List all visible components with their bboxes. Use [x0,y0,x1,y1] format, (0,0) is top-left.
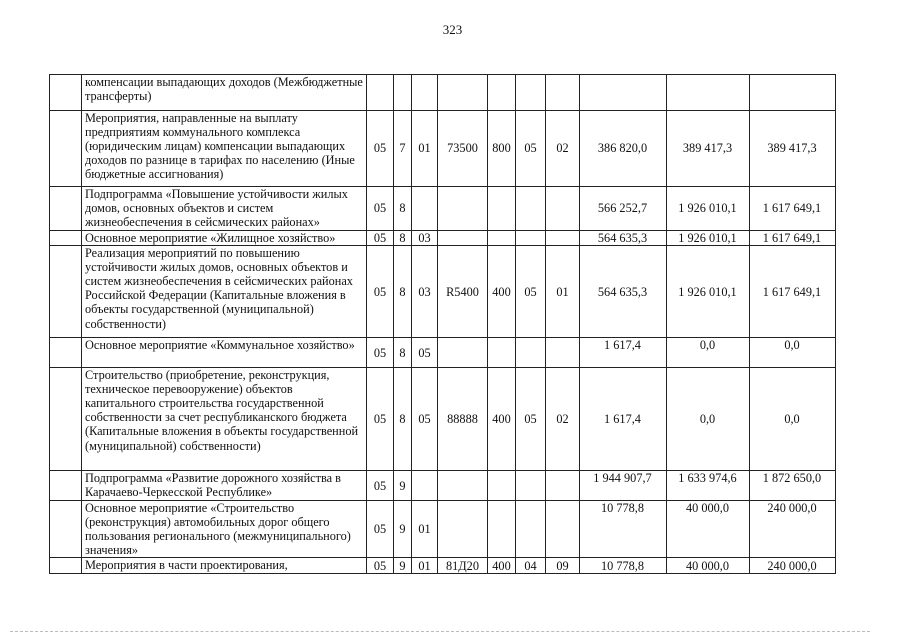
amount-v1: 1 617,4 [580,368,667,471]
code-c5 [488,231,516,246]
amount-v3: 389 417,3 [750,111,836,187]
code-c4 [438,75,488,111]
code-c1: 05 [367,471,394,501]
code-c1: 05 [367,501,394,558]
table-row [50,246,836,338]
row-name: Мероприятия в части проектирования, [82,558,367,574]
code-c4 [438,471,488,501]
row-name: Основное мероприятие «Коммунальное хозяйство» [82,338,367,368]
amount-v1: 564 635,3 [580,246,667,338]
amount-v2: 389 417,3 [667,111,750,187]
amount-v2: 1 926 010,1 [667,246,750,338]
code-c1: 05 [367,368,394,471]
code-c1: 05 [367,231,394,246]
amount-v1: 1 617,4 [580,338,667,368]
code-c5 [488,338,516,368]
code-c6: 05 [516,111,546,187]
code-c7: 02 [546,111,580,187]
code-c3 [412,75,438,111]
amount-v2: 40 000,0 [667,501,750,558]
table-row [50,471,836,501]
code-c5: 800 [488,111,516,187]
code-c3: 03 [412,231,438,246]
row-index-cell [50,471,82,501]
code-c7 [546,231,580,246]
row-index-cell [50,111,82,187]
page-number: 323 [442,22,463,37]
amount-v1: 386 820,0 [580,111,667,187]
row-name: компенсации выпадающих доходов (Межбюджетные трансферты) [82,75,367,111]
code-c3: 01 [412,111,438,187]
code-c3: 05 [412,368,438,471]
code-c6 [516,501,546,558]
code-c3: 05 [412,338,438,368]
code-c5: 400 [488,558,516,574]
row-index-cell [50,501,82,558]
row-index-cell [50,246,82,338]
amount-v1 [580,75,667,111]
code-c5 [488,501,516,558]
row-name: Реализация мероприятий по повышению устойчивости жилых домов, основных объектов и систем жизнеобеспечения в сейсмических районах Российской Федерации (Капитальные вложения в объекты государственной (муниципальной) собственности) [82,246,367,338]
code-c6 [516,231,546,246]
amount-v3: 240 000,0 [750,558,836,574]
table-row [50,338,836,368]
amount-v1: 10 778,8 [580,501,667,558]
code-c7: 09 [546,558,580,574]
amount-v3: 1 617 649,1 [750,231,836,246]
code-c7 [546,187,580,231]
code-c2: 8 [394,187,412,231]
code-c7: 02 [546,368,580,471]
code-c5 [488,187,516,231]
code-c2: 8 [394,338,412,368]
amount-v2: 1 926 010,1 [667,187,750,231]
code-c5: 400 [488,368,516,471]
amount-v2: 0,0 [667,338,750,368]
code-c7: 01 [546,246,580,338]
code-c6 [516,338,546,368]
row-index-cell [50,338,82,368]
code-c7 [546,75,580,111]
code-c2: 8 [394,246,412,338]
amount-v3: 1 617 649,1 [750,246,836,338]
row-name: Основное мероприятие «Жилищное хозяйство» [82,231,367,246]
code-c3 [412,187,438,231]
code-c4 [438,231,488,246]
code-c1: 05 [367,187,394,231]
code-c1 [367,75,394,111]
code-c2: 9 [394,501,412,558]
code-c6 [516,471,546,501]
code-c1: 05 [367,338,394,368]
code-c2: 8 [394,231,412,246]
amount-v2: 40 000,0 [667,558,750,574]
code-c2: 9 [394,471,412,501]
code-c5 [488,75,516,111]
amount-v1: 1 944 907,7 [580,471,667,501]
code-c4 [438,338,488,368]
table-row [50,231,836,246]
code-c2: 7 [394,111,412,187]
code-c4 [438,501,488,558]
amount-v3: 240 000,0 [750,501,836,558]
code-c2 [394,75,412,111]
code-c6: 05 [516,246,546,338]
code-c6: 05 [516,368,546,471]
amount-v2 [667,75,750,111]
row-name: Подпрограмма «Повышение устойчивости жилых домов, основных объектов и систем жизнеобеспечения в сейсмических районах» [82,187,367,231]
code-c3: 01 [412,501,438,558]
amount-v3: 1 617 649,1 [750,187,836,231]
code-c5 [488,471,516,501]
amount-v3: 0,0 [750,368,836,471]
row-index-cell [50,231,82,246]
row-name: Мероприятия, направленные на выплату предприятиям коммунального комплекса (юридическим лицам) компенсации выпадающих доходов по разнице в тарифах по населению (Иные бюджетные ассигнования) [82,111,367,187]
code-c5: 400 [488,246,516,338]
code-c6: 04 [516,558,546,574]
code-c2: 9 [394,558,412,574]
row-name: Строительство (приобретение, реконструкция, техническое перевооружение) объектов капитального строительства государственной собственности за счет республиканского бюджета (Капитальные вложения в объекты государственной (муниципальной) собственности) [82,368,367,471]
amount-v2: 0,0 [667,368,750,471]
amount-v1: 566 252,7 [580,187,667,231]
table-row [50,501,836,558]
code-c3: 01 [412,558,438,574]
code-c6 [516,75,546,111]
code-c2: 8 [394,368,412,471]
code-c4: R5400 [438,246,488,338]
code-c4 [438,187,488,231]
code-c3 [412,471,438,501]
table-row [50,111,836,187]
amount-v2: 1 633 974,6 [667,471,750,501]
amount-v1: 10 778,8 [580,558,667,574]
amount-v1: 564 635,3 [580,231,667,246]
code-c7 [546,471,580,501]
code-c7 [546,501,580,558]
code-c3: 03 [412,246,438,338]
code-c4: 88888 [438,368,488,471]
budget-table [49,74,836,574]
code-c4: 81Д20 [438,558,488,574]
amount-v3 [750,75,836,111]
amount-v3: 0,0 [750,338,836,368]
table-row [50,75,836,111]
row-name: Основное мероприятие «Строительство (реконструкция) автомобильных дорог общего пользования регионального (межмуниципального) значения» [82,501,367,558]
amount-v3: 1 872 650,0 [750,471,836,501]
table-row [50,187,836,231]
row-index-cell [50,368,82,471]
table-row [50,558,836,574]
code-c4: 73500 [438,111,488,187]
code-c1: 05 [367,246,394,338]
code-c6 [516,187,546,231]
row-name: Подпрограмма «Развитие дорожного хозяйства в Карачаево-Черкесской Республике» [82,471,367,501]
row-index-cell [50,75,82,111]
scan-edge-line [10,631,870,632]
code-c7 [546,338,580,368]
row-index-cell [50,187,82,231]
code-c1: 05 [367,111,394,187]
row-index-cell [50,558,82,574]
table-row [50,368,836,471]
amount-v2: 1 926 010,1 [667,231,750,246]
code-c1: 05 [367,558,394,574]
